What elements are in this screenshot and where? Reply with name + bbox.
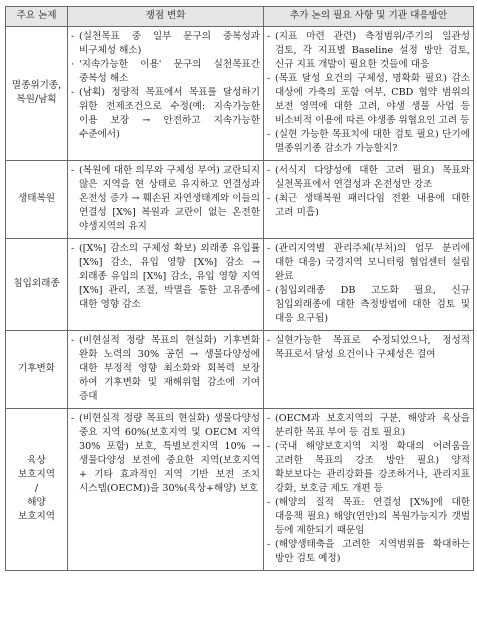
policy-issues-document — [5, 6, 473, 571]
list-item — [267, 496, 470, 538]
item-text: (최근 생태복원 패러다임 전환 내용에 대한 고려 미흡) — [275, 193, 470, 218]
item-text: (실현 가능한 목표치에 대한 검토 필요) 단기에 멸종위기종 감소가 가능할지? — [275, 129, 470, 154]
issue-changes-cell — [68, 161, 264, 239]
item-text: (OECM과 보호지역의 구분, 해양과 육상을 분리한 목표 부여 등 검토 필요) — [275, 413, 470, 438]
header-responses: 추가 논의 필요 사항 및 기관 대응방안 — [264, 7, 474, 27]
table-header-row — [6, 7, 474, 27]
row-topic: 생태복원 — [17, 193, 56, 204]
item-bullet: - — [267, 539, 271, 550]
list-item — [267, 412, 470, 440]
row-topic: 침입외래종 — [13, 278, 60, 289]
item-bullet: - — [71, 165, 75, 176]
row-topic-cell — [6, 409, 68, 571]
item-text: (관리지역별 관리주체(부처)의 업무 분리에 대한 대응) 국경지역 모니터링 협업센터 설립 완료 — [275, 243, 470, 282]
item-text: (실천목표 중 일부 문구의 중복성과 비구체성 해소) — [79, 31, 260, 56]
list-item — [267, 128, 470, 156]
row-topic-cell — [6, 27, 68, 161]
row-topic: 멸종위기종, 복원/남획 — [11, 80, 62, 105]
response-plan-cell — [264, 161, 474, 239]
list-item — [267, 440, 470, 496]
issue-changes-cell — [68, 409, 264, 571]
item-bullet: - — [267, 285, 271, 296]
item-bullet: - — [267, 413, 271, 424]
item-text: (남획) 정량적 목표에서 목표를 달성하기 위한 전제조건으로 수정(예: 지속가능한 이용 보장 → 안전하고 지속가능한 수준에서) — [79, 87, 260, 140]
row-topic-cell — [6, 331, 68, 409]
list-item — [267, 72, 470, 128]
issue-changes-cell — [68, 27, 264, 161]
response-plan-cell — [264, 331, 474, 409]
item-text: (해양의 질적 목표: 연결성 [X%]에 대한 대응책 필요) 해양(연안)의 복원가능지가 갯벌 등에 제한되기 때문임 — [275, 497, 470, 536]
item-bullet: - — [267, 129, 271, 140]
item-bullet: - — [71, 335, 75, 346]
item-bullet: - — [71, 243, 75, 254]
item-text: (비현실적 정량 목표의 현실화) 생물다양성 중요 지역 60%(보호지역 및 OECM 지역 30% 포함) 보호, 특별보전지역 10% → 생물다양성 보전에 중요한 지역(보호지역 + 기타 효과적인 지역 기반 보전 조치 시스템(OECM))을 30%(육상+해양) 보호 — [79, 413, 260, 494]
row-topic: 기후변화 — [17, 363, 56, 374]
response-plan-cell — [264, 239, 474, 331]
item-text: (국내 해양보호지역 지정 확대의 어려움을 고려한 목표의 강조 방안 필요) 양적 확보보다는 관리강화를 강조하거나, 관리지표 강화, 보호금 제도 개편 등 — [275, 441, 470, 494]
item-text: (서식지 다양성에 대한 고려 필요) 목표와 실천목표에서 연결성과 온전성만 강조 — [275, 165, 470, 190]
item-bullet: - — [267, 165, 271, 176]
item-bullet: - — [71, 31, 75, 42]
item-bullet: - — [267, 31, 271, 42]
item-text: 실현가능한 목표로 수정되었으나, 정성적 목표로서 달성 요건이나 구체성은 결여 — [275, 335, 470, 360]
row-topic-cell — [6, 161, 68, 239]
item-text: (복원에 대한 의무와 구체성 부여) 교란되지 않은 지역을 현 상태로 유지하고 연결성과 온전성 증가 → 훼손된 자연생태계와 이들의 연결성 [X%] 복원과 교란이 없는 온전한 야생지역의 유지 — [79, 165, 260, 232]
issues-table — [5, 6, 474, 571]
response-plan-cell — [264, 409, 474, 571]
item-bullet: - — [71, 87, 75, 98]
list-item — [267, 30, 470, 72]
list-item — [267, 242, 470, 284]
list-item — [267, 284, 470, 326]
list-item — [71, 412, 260, 496]
table-row — [6, 331, 474, 409]
table-row — [6, 161, 474, 239]
item-bullet: · — [71, 59, 75, 70]
table-body — [6, 27, 474, 571]
list-item — [267, 538, 470, 566]
item-text: '지속가능한 이용' 문구의 실천목표간 중복성 해소 — [79, 59, 260, 84]
header-topic: 주요 논제 — [6, 7, 68, 27]
item-bullet: - — [267, 243, 271, 254]
list-item — [267, 192, 470, 220]
item-text: (목표 달성 요건의 구체성, 명확화 필요) 감소 대상에 가축의 포함 여부, CBD 협약 범위의 보전 영역에 대한 고려, 야생 생물 사업 등 비소비적 이용에 따른 야생종 위협요인 고려 등 — [275, 73, 470, 126]
item-text: (지표 마련 관련) 측정범위/주기의 일관성 검토, 각 지표별 Baseline 설정 방안 검토, 신규 지표 개발이 필요한 것들에 대응 — [275, 31, 470, 70]
item-bullet: - — [71, 413, 75, 424]
list-item — [71, 242, 260, 312]
item-bullet: - — [267, 335, 271, 346]
list-item — [71, 58, 260, 86]
item-text: (비현실적 정량 목표의 현실화) 기후변화 완화 노력의 30% 공헌 → 생물다양성에 대한 부정적 영향 최소화와 회복력 보장 하여 기후변화 및 재해위험 감소에 기여 증대 — [79, 335, 260, 402]
issue-changes-cell — [68, 239, 264, 331]
table-row — [6, 27, 474, 161]
list-item — [71, 334, 260, 404]
list-item — [267, 164, 470, 192]
list-item — [267, 334, 470, 362]
issue-changes-cell — [68, 331, 264, 409]
item-bullet: - — [267, 441, 271, 452]
item-bullet: - — [267, 497, 271, 508]
item-text: (침입외래종 DB 고도화 필요, 신규 침입외래종에 대한 측정방법에 대한 검토 및 대응 요구됨) — [275, 285, 470, 324]
header-changes: 쟁점 변화 — [68, 7, 264, 27]
table-row — [6, 239, 474, 331]
row-topic-cell — [6, 239, 68, 331]
item-text: ([X%] 감소의 구체성 확보) 외래종 유입률[X%] 감소, 유입 영향 [X%] 감소 → 외래종 유입의 [X%] 감소, 유입 영향 지역 [X%] 관리, 조절, 박멸을 통한 고유종에 대한 영향 감소 — [79, 243, 260, 310]
table-row — [6, 409, 474, 571]
list-item — [71, 164, 260, 234]
item-text: (해양생태축을 고려한 지역범위를 확대하는 방안 검토 예정) — [275, 539, 470, 564]
list-item — [71, 86, 260, 142]
response-plan-cell — [264, 27, 474, 161]
list-item — [71, 30, 260, 58]
row-topic: 육상 보호지역 / 해양 보호지역 — [17, 455, 56, 522]
item-bullet: - — [267, 73, 271, 84]
item-bullet: - — [267, 193, 271, 204]
